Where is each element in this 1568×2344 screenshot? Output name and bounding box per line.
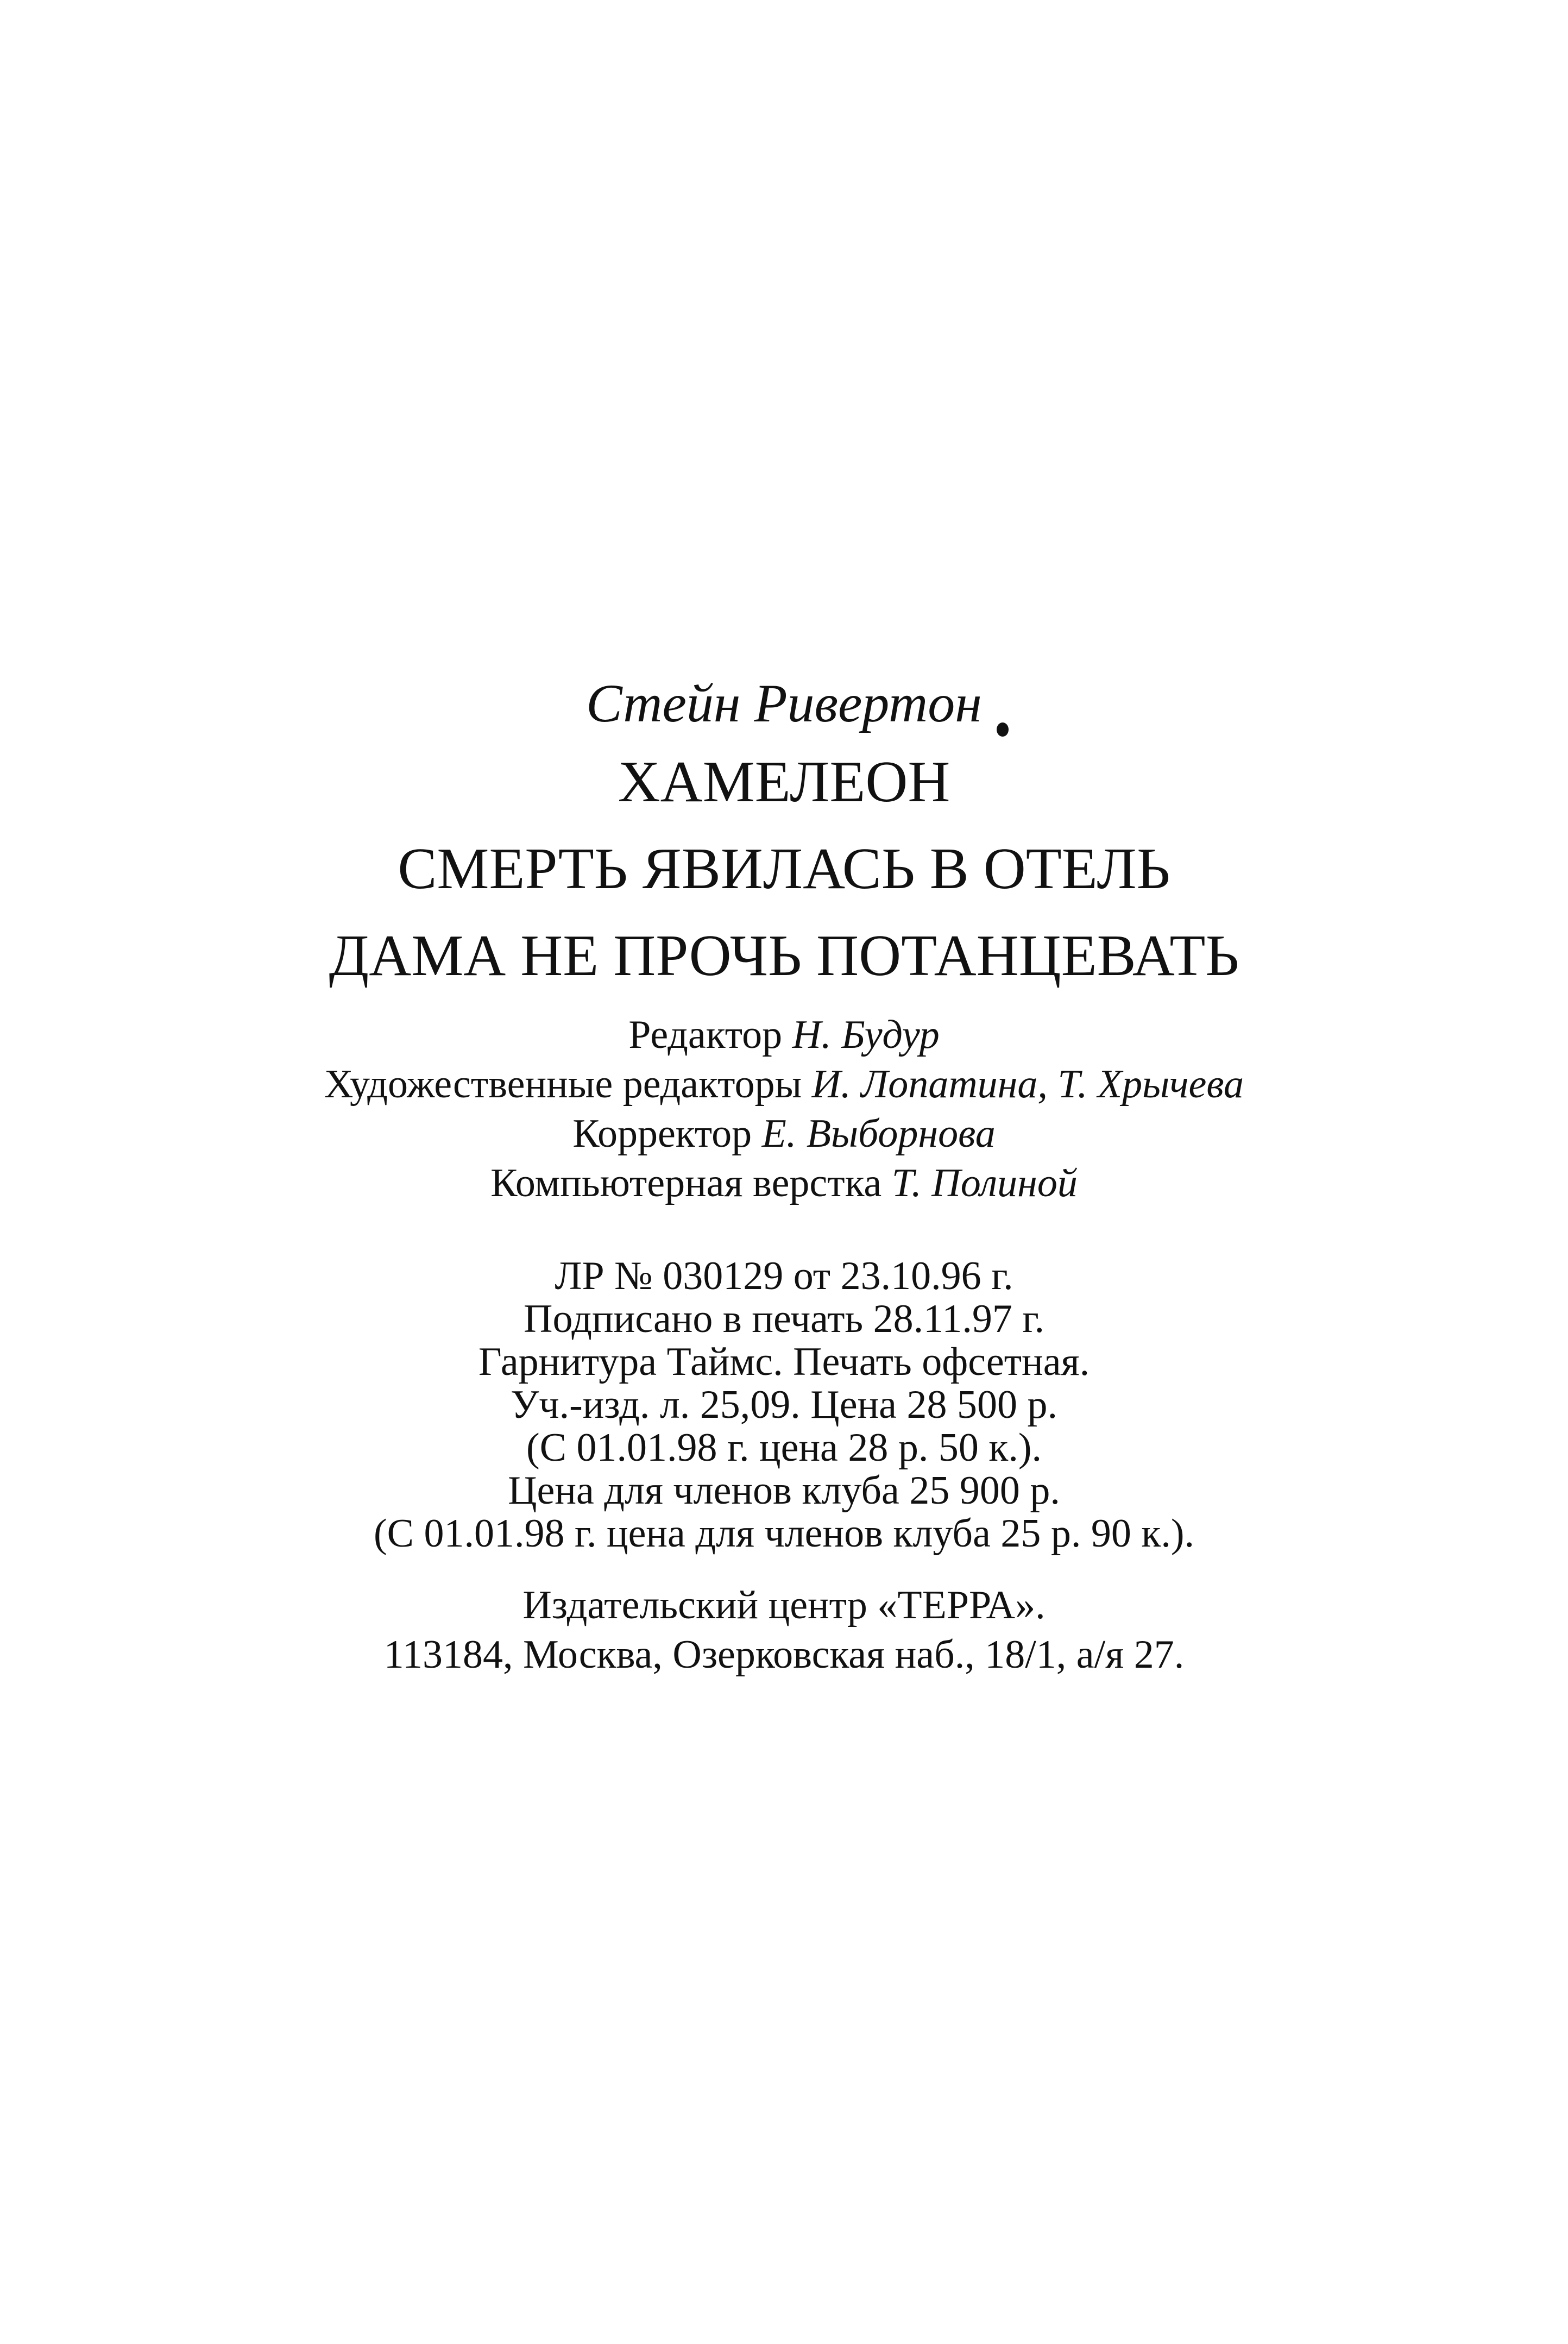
publisher-line: Издательский центр «ТЕРРА». [522,1583,1046,1627]
publisher-info [0,1581,1568,1680]
credit-name: Т. Полиной [891,1161,1078,1205]
credit-role: Компьютерная верстка [490,1161,882,1205]
publisher-line: 113184, Москва, Озерковская наб., 18/1, а/я 27. [383,1632,1185,1677]
credit-role: Художественные редакторы [324,1062,802,1107]
credit-line [0,1159,1568,1208]
imprint-line: Уч.-изд. л. 25,09. Цена 28 500 р. [510,1382,1058,1427]
book-titles [0,739,1568,1000]
imprint-line: Гарнитура Таймс. Печать офсетная. [478,1340,1090,1384]
imprint-line: (С 01.01.98 г. цена для членов клуба 25 р. 90 к.). [373,1511,1195,1556]
imprint-line: Подписано в печать 28.11.97 г. [524,1297,1044,1341]
title-line: ХАМЕЛЕОН [618,750,950,814]
title-line: ДАМА НЕ ПРОЧЬ ПОТАНЦЕВАТЬ [329,923,1239,988]
credit-name: Е. Выборнова [761,1111,996,1156]
title-line: СМЕРТЬ ЯВИЛАСЬ В ОТЕЛЬ [398,837,1170,901]
credit-role: Корректор [572,1111,752,1156]
credit-name: И. Лопатина, Т. Хрычева [811,1062,1244,1107]
bullet-mark [997,722,1009,737]
credit-line [0,1109,1568,1159]
imprint-line: (С 01.01.98 г. цена 28 р. 50 к.). [526,1425,1042,1470]
credit-role: Редактор [628,1013,783,1057]
imprint-details [0,1255,1568,1555]
credit-line [0,1060,1568,1109]
author-name: Стейн Ривертон [586,673,982,733]
credit-line [0,1010,1568,1060]
imprint-line: Цена для членов клуба 25 900 р. [508,1468,1060,1513]
imprint-line: ЛР № 030129 от 23.10.96 г. [555,1254,1013,1298]
credit-name: Н. Будур [792,1013,940,1057]
credits-list [0,1010,1568,1208]
